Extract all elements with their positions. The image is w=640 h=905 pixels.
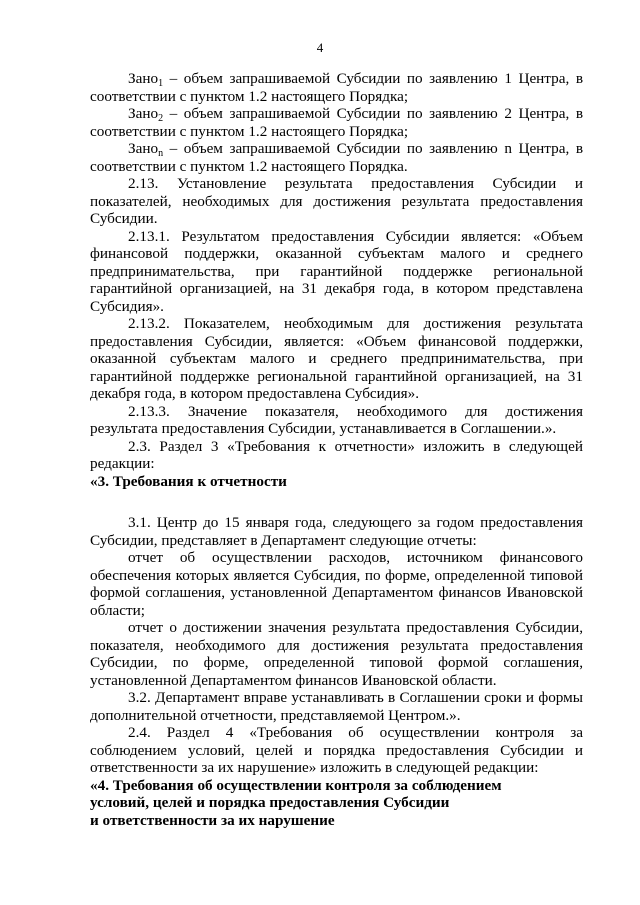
paragraph-2-13-1: 2.13.1. Результатом предоставления Субсидии является: «Объем финансовой поддержки, оказанной субъектам малого и среднего предпринимательства, при гарантийной поддержке региональной гарантийной организацией, на 31 декабря года, в котором представлена Субсидия». <box>90 227 583 315</box>
zano-subscript: 2 <box>158 113 164 124</box>
paragraph-report-result: отчет о достижении значения результата предоставления Субсидии, показателя, необходимого для достижения результата предоставления Субсидии, по форме, определенной типовой формой соглашения, установленной Департаментом финансов Ивановской области. <box>90 619 583 689</box>
paragraph-2-13-3: 2.13.3. Значение показателя, необходимого для достижения результата предоставления Субсидии, устанавливается в Соглашении.». <box>90 402 583 437</box>
zano-subscript: n <box>158 148 164 159</box>
page-number: 4 <box>316 40 324 55</box>
section-4-heading-line-3: и ответственности за их нарушение <box>90 811 335 829</box>
paragraph-2-3: 2.3. Раздел 3 «Требования к отчетности» изложить в следующей редакции: <box>90 437 583 472</box>
paragraph-zano-n <box>90 140 583 175</box>
paragraph-2-13-2: 2.13.2. Показателем, необходимым для достижения результата предоставления Субсидии, является: «Объем финансовой поддержки, оказанной субъектам малого и среднего предпринимательства, при гарантийной поддержке региональной гарантийной организацией, на 31 декабря года, в котором предоставлена Субсидия». <box>90 315 583 402</box>
paragraph-3-2: 3.2. Департамент вправе устанавливать в Соглашении сроки и формы дополнительной отчетности, представляемой Центром.». <box>90 689 583 724</box>
section-4-heading-line-1: «4. Требования об осуществлении контроля за соблюдением <box>90 776 502 794</box>
paragraph-zano-1 <box>90 70 583 105</box>
document-body <box>90 70 583 829</box>
section-4-heading-line-2: условий, целей и порядка предоставления Субсидии <box>90 794 450 811</box>
zano-subscript: 1 <box>158 78 164 89</box>
zano-label: Зано <box>128 140 159 157</box>
paragraph-zano-2 <box>90 105 583 140</box>
zano-text: – объем запрашиваемой Субсидии по заявлению 1 Центра, в соответствии с пунктом 1.2 настоящего Порядка; <box>90 70 583 105</box>
zano-text: – объем запрашиваемой Субсидии по заявлению n Центра, в соответствии с пунктом 1.2 настоящего Порядка. <box>90 140 583 175</box>
zano-text: – объем запрашиваемой Субсидии по заявлению 2 Центра, в соответствии с пунктом 1.2 настоящего Порядка; <box>90 105 583 140</box>
paragraph-3-1: 3.1. Центр до 15 января года, следующего за годом предоставления Субсидии, представляет в Департамент следующие отчеты: <box>90 514 583 549</box>
zano-label: Зано <box>128 105 159 122</box>
section-3-heading: «3. Требования к отчетности <box>90 472 287 490</box>
zano-label: Зано <box>128 70 159 87</box>
paragraph-2-13: 2.13. Установление результата предоставления Субсидии и показателей, необходимых для достижения результата предоставления Субсидии. <box>90 175 583 227</box>
paragraph-2-4: 2.4. Раздел 4 «Требования об осуществлении контроля за соблюдением условий, целей и порядка предоставления Субсидии и ответственности за их нарушение» изложить в следующей редакции: <box>90 724 583 776</box>
paragraph-report-expenses: отчет об осуществлении расходов, источником финансового обеспечения которых является Субсидия, по форме, определенной типовой формой соглашения, установленной Департаментом финансов Ивановской области; <box>90 549 583 619</box>
